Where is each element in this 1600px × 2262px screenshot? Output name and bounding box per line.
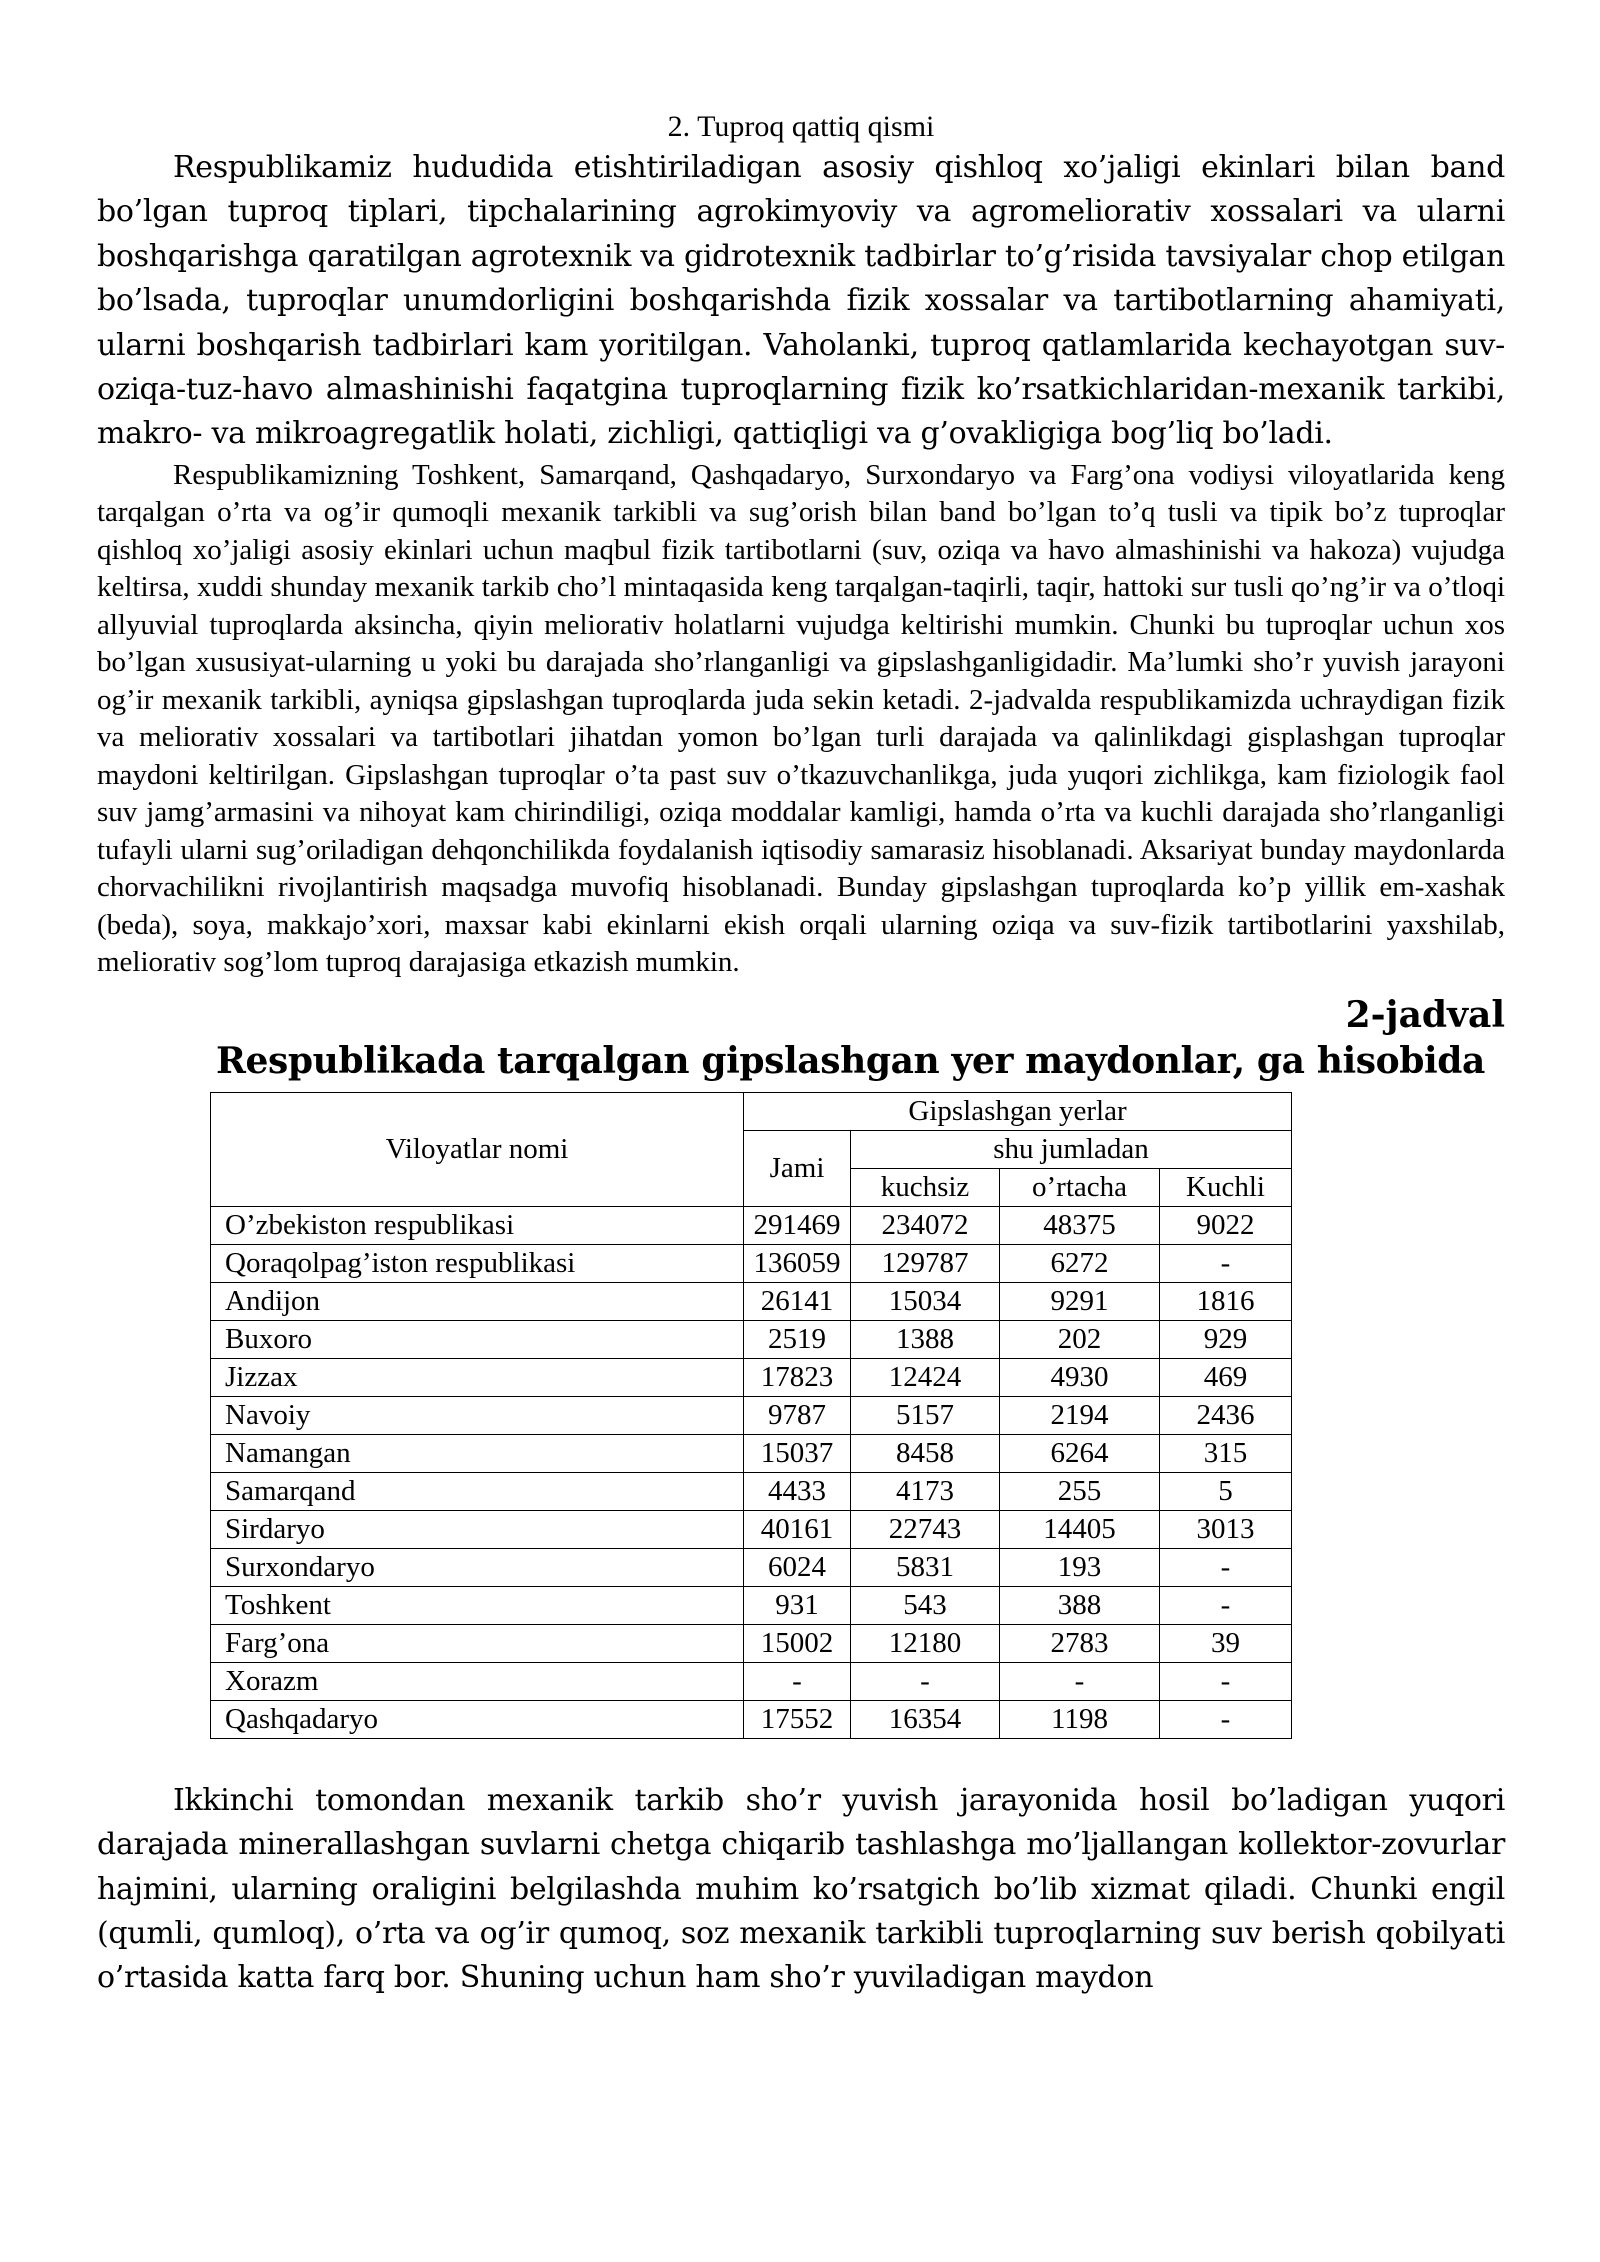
section-heading: 2. Tuproq qattiq qismi — [667, 110, 935, 143]
value-cell: 255 — [1000, 1472, 1160, 1510]
paragraph-drainage: Ikkinchi tomondan mexanik tarkib sho’r yuvish jarayonida hosil bo’ladigan yuqori darajada minerallashgan suvlarni chetga chiqarib tashlashga mo’ljallangan kollektor-zovurlar hajmini, ularning oraligini belgilashda muhim ko’rsatgich bo’lib xizmat qiladi. Chunki engil (qumli, qumloq), o’rta va og’ir qumoq, soz mexanik tarkibli tuproqlarning suv berish qobilyati o’rtasida katta farq bor. Shuning uchun ham sho’r yuviladigan maydon — [97, 1782, 1505, 1996]
paragraph-gypsum-soils: Respublikamizning Toshkent, Samarqand, Qashqadaryo, Surxondaryo va Farg’ona vodiysi viloyatlarida keng tarqalgan o’rta va og’ir qumoqli mexanik tarkibli va sug’orish bilan band bo’lgan to’q tusli va tipik bo’z tuproqlar qishloq xo’jaligi asosiy ekinlari uchun maqbul fizik tartibotlarni (suv, oziqa va havo almashinishi va hakoza) vujudga keltirsa, xuddi shunday mexanik tarkib cho’l mintaqasida keng tarqalgan-taqirli, taqir, hattoki sur tusli qo’ng’ir va o’tloqi allyuvial tuproqlarda aksincha, qiyin meliorativ holatlarni vujudga keltirishi mumkin. Chunki bu tuproqlar uchun xos bo’lgan xususiyat-ularning u yoki bu darajada sho’rlanganligi va gipslashganligidadir. Ma’lumki sho’r yuvish jarayoni og’ir mexanik tarkibli, ayniqsa gipslashgan tuproqlarda juda sekin ketadi. 2-jadvalda respublikamizda uchraydigan fizik va meliorativ xossalari va tartibotlari jihatdan yomon bo’lgan turli darajada va qalinlikdagi gisplashgan tuproqlar maydoni keltirilgan. Gipslashgan tuproqlar o’ta past suv o’tkazuvchanlikga, juda yuqori zichlikga, kam fiziologik faol suv jamg’armasini va nihoyat kam chirindiligi, oziqa moddalar kamligi, hamda o’rta va kuchli darajada sho’rlanganligi tufayli ularni sug’oriladigan dehqonchilikda foydalanish iqtisodiy samarasiz hisoblanadi. Aksariyat bunday maydonlarda chorvachilikni rivojlantirish maqsadga muvofiq hisoblanadi. Bunday gipslashgan tuproqlarda ko’p yillik em-xashak (beda), soya, makkajo’xori, maxsar kabi ekinlarni ekish orqali ularning oziqa va suv-fizik tartibotlarini yaxshilab, meliorativ sog’lom tuproq darajasiga etkazish mumkin. — [97, 458, 1505, 979]
value-cell: 929 — [1160, 1320, 1292, 1358]
region-name-cell: Surxondaryo — [211, 1548, 744, 1586]
value-cell: - — [851, 1662, 1000, 1700]
header-total: Jami — [744, 1130, 851, 1206]
header-weak: kuchsiz — [851, 1168, 1000, 1206]
region-name-cell: Toshkent — [211, 1586, 744, 1624]
value-cell: 6264 — [1000, 1434, 1160, 1472]
value-cell: 2519 — [744, 1320, 851, 1358]
region-name-cell: Andijon — [211, 1282, 744, 1320]
value-cell: 26141 — [744, 1282, 851, 1320]
value-cell: 39 — [1160, 1624, 1292, 1662]
value-cell: 14405 — [1000, 1510, 1160, 1548]
table-row — [211, 1700, 1292, 1738]
value-cell: 15037 — [744, 1434, 851, 1472]
value-cell: 2194 — [1000, 1396, 1160, 1434]
value-cell: 9291 — [1000, 1282, 1160, 1320]
table-row — [211, 1244, 1292, 1282]
value-cell: 40161 — [744, 1510, 851, 1548]
table-row — [211, 1282, 1292, 1320]
region-name-cell: Qashqadaryo — [211, 1700, 744, 1738]
value-cell: 1816 — [1160, 1282, 1292, 1320]
region-name-cell: Farg’ona — [211, 1624, 744, 1662]
table-row — [211, 1206, 1292, 1244]
value-cell: 12424 — [851, 1358, 1000, 1396]
value-cell: - — [1160, 1548, 1292, 1586]
table-title: Respublikada tarqalgan gipslashgan yer maydonlar, ga hisobida — [215, 1039, 1485, 1082]
value-cell: 15034 — [851, 1282, 1000, 1320]
value-cell: 12180 — [851, 1624, 1000, 1662]
value-cell: 16354 — [851, 1700, 1000, 1738]
value-cell: - — [1160, 1662, 1292, 1700]
table-row — [211, 1586, 1292, 1624]
value-cell: 931 — [744, 1586, 851, 1624]
table-row — [211, 1396, 1292, 1434]
value-cell: 469 — [1160, 1358, 1292, 1396]
value-cell: 17552 — [744, 1700, 851, 1738]
value-cell: 193 — [1000, 1548, 1160, 1586]
value-cell: 4433 — [744, 1472, 851, 1510]
value-cell: 9787 — [744, 1396, 851, 1434]
value-cell: 234072 — [851, 1206, 1000, 1244]
value-cell: 2436 — [1160, 1396, 1292, 1434]
table-row — [211, 1472, 1292, 1510]
gypsum-land-table — [210, 1092, 1292, 1739]
value-cell: - — [1160, 1586, 1292, 1624]
header-gypsum-lands: Gipslashgan yerlar — [744, 1092, 1292, 1130]
value-cell: 6272 — [1000, 1244, 1160, 1282]
region-name-cell: Samarqand — [211, 1472, 744, 1510]
value-cell: - — [1160, 1244, 1292, 1282]
value-cell: 15002 — [744, 1624, 851, 1662]
value-cell: 4173 — [851, 1472, 1000, 1510]
value-cell: 5831 — [851, 1548, 1000, 1586]
value-cell: 5157 — [851, 1396, 1000, 1434]
value-cell: 6024 — [744, 1548, 851, 1586]
value-cell: 129787 — [851, 1244, 1000, 1282]
region-name-cell: Sirdaryo — [211, 1510, 744, 1548]
region-name-cell: Namangan — [211, 1434, 744, 1472]
header-medium: o’rtacha — [1000, 1168, 1160, 1206]
value-cell: 17823 — [744, 1358, 851, 1396]
region-name-cell: Navoiy — [211, 1396, 744, 1434]
table-row — [211, 1548, 1292, 1586]
region-name-cell: Jizzax — [211, 1358, 744, 1396]
table-row — [211, 1434, 1292, 1472]
table-body — [211, 1206, 1292, 1738]
region-name-cell: Xorazm — [211, 1662, 744, 1700]
value-cell: 4930 — [1000, 1358, 1160, 1396]
value-cell: 5 — [1160, 1472, 1292, 1510]
header-strong: Kuchli — [1160, 1168, 1292, 1206]
value-cell: 1388 — [851, 1320, 1000, 1358]
header-region: Viloyatlar nomi — [211, 1092, 744, 1206]
value-cell: 2783 — [1000, 1624, 1160, 1662]
paragraph-intro: Respublikamiz hududida etishtiriladigan asosiy qishloq xo’jaligi ekinlari bilan band bo’lgan tuproq tiplari, tipchalarining agrokimyoviy va agromeliorativ xossalari va ularni boshqarishga qaratilgan agrotexnik va gidrotexnik tadbirlar to’g’risida tavsiyalar chop etilgan bo’lsada, tuproqlar unumdorligini boshqarishda fizik xossalar va tartibotlarning ahamiyati, ularni boshqarish tadbirlari kam yoritilgan. Vaholanki, tuproq qatlamlarida kechayotgan suv-oziqa-tuz-havo almashinishi faqatgina tuproqlarning fizik ko’rsatkichlaridan-mexanik tarkibi, makro- va mikroagregatlik holati, zichligi, qattiqligi va g’ovakligiga bog’liq bo’ladi. — [97, 150, 1505, 452]
region-name-cell: Buxoro — [211, 1320, 744, 1358]
value-cell: 9022 — [1160, 1206, 1292, 1244]
value-cell: - — [1160, 1700, 1292, 1738]
region-name-cell: O’zbekiston respublikasi — [211, 1206, 744, 1244]
value-cell: 388 — [1000, 1586, 1160, 1624]
value-cell: 543 — [851, 1586, 1000, 1624]
value-cell: 1198 — [1000, 1700, 1160, 1738]
value-cell: 3013 — [1160, 1510, 1292, 1548]
value-cell: 8458 — [851, 1434, 1000, 1472]
table-row — [211, 1320, 1292, 1358]
value-cell: 291469 — [744, 1206, 851, 1244]
table-row — [211, 1358, 1292, 1396]
value-cell: 136059 — [744, 1244, 851, 1282]
table-row — [211, 1510, 1292, 1548]
region-name-cell: Qoraqolpag’iston respublikasi — [211, 1244, 744, 1282]
value-cell: 315 — [1160, 1434, 1292, 1472]
table-number: 2-jadval — [1345, 993, 1505, 1036]
header-including: shu jumladan — [851, 1130, 1292, 1168]
value-cell: 202 — [1000, 1320, 1160, 1358]
document-page — [97, 108, 1505, 2001]
value-cell: - — [744, 1662, 851, 1700]
value-cell: 22743 — [851, 1510, 1000, 1548]
table-row — [211, 1624, 1292, 1662]
table-row — [211, 1662, 1292, 1700]
value-cell: 48375 — [1000, 1206, 1160, 1244]
value-cell: - — [1000, 1662, 1160, 1700]
